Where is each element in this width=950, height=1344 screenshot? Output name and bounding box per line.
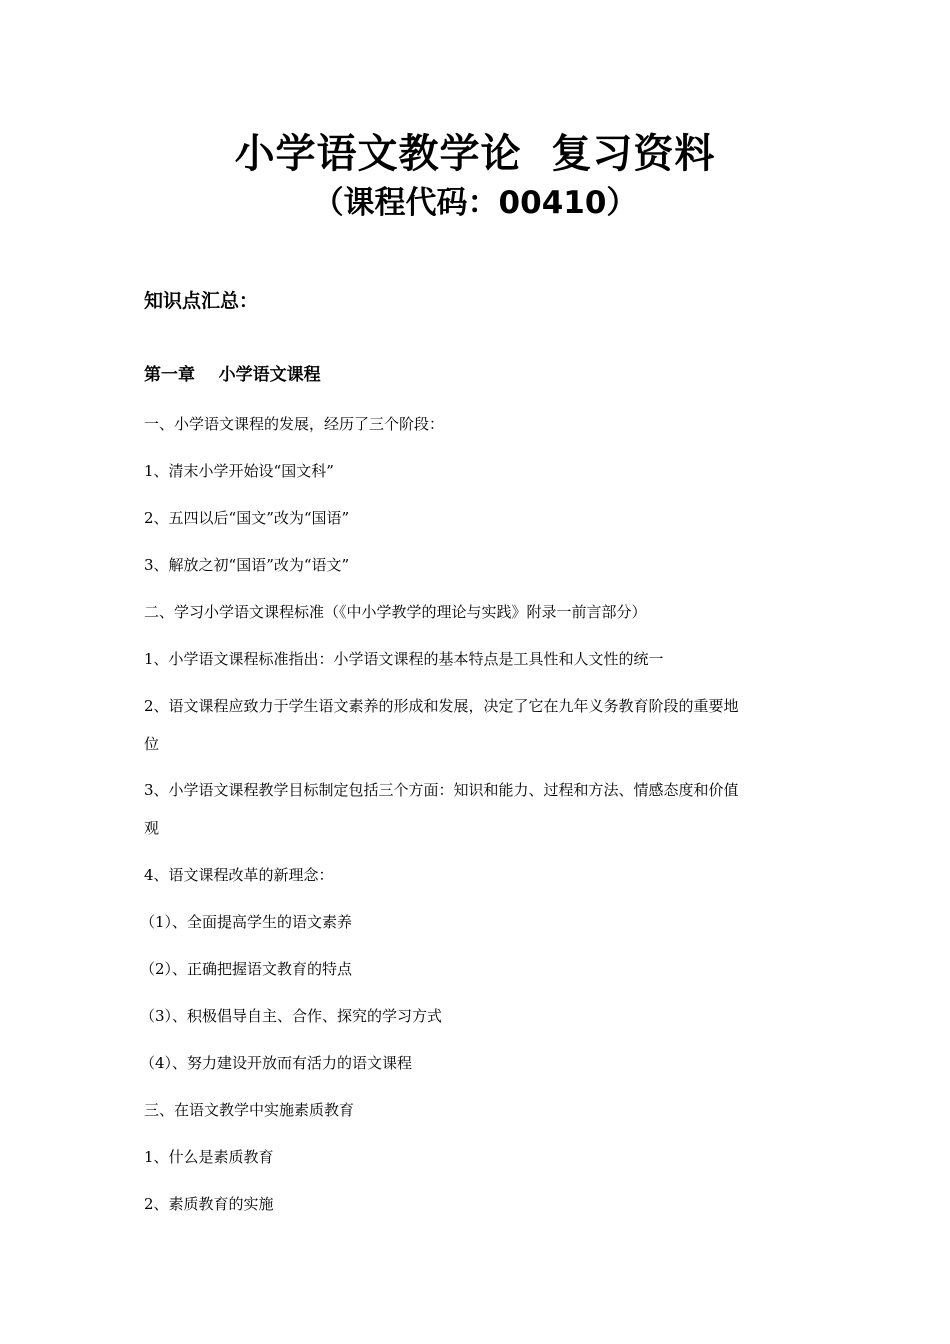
list-item: 1、清末小学开始设“国文科” — [144, 462, 334, 480]
sub-list-item: （1）、全面提高学生的语文素养 — [140, 913, 353, 931]
page-title: 小学语文教学论 复习资料 — [234, 131, 716, 177]
summary-heading: 知识点汇总： — [144, 290, 259, 312]
list-item: 3、小学语文课程教学目标制定包括三个方面：知识和能力、过程和方法、情感态度和价值 — [144, 781, 739, 799]
list-item: 2、素质教育的实施 — [144, 1195, 274, 1213]
list-item-continuation: 位 — [144, 735, 160, 753]
list-item: 2、语文课程应致力于学生语文素养的形成和发展，决定了它在九年义务教育阶段的重要地 — [144, 697, 739, 715]
sub-list-item: （4）、努力建设开放而有活力的语文课程 — [140, 1054, 413, 1072]
sub-list-item: （3）、积极倡导自主、合作、探究的学习方式 — [140, 1007, 443, 1025]
list-item: 1、什么是素质教育 — [144, 1148, 274, 1166]
section-heading-3: 三、在语文教学中实施素质教育 — [144, 1101, 355, 1119]
section-heading-2: 二、学习小学语文课程标准（《中小学教学的理论与实践》附录一前言部分） — [144, 603, 647, 621]
section-heading-1: 一、小学语文课程的发展，经历了三个阶段： — [144, 415, 445, 433]
course-code-subtitle: （课程代码：00410） — [312, 185, 638, 221]
list-item: 3、解放之初“国语”改为“语文” — [144, 556, 350, 574]
list-item-continuation: 观 — [144, 819, 160, 837]
sub-list-item: （2）、正确把握语文教育的特点 — [140, 960, 353, 978]
chapter-heading: 第一章 小学语文课程 — [144, 365, 321, 385]
list-item: 1、小学语文课程标准指出：小学语文课程的基本特点是工具性和人文性的统一 — [144, 650, 664, 668]
list-item: 2、五四以后“国文”改为“国语” — [144, 509, 350, 527]
list-item: 4、语文课程改革的新理念： — [144, 866, 334, 884]
